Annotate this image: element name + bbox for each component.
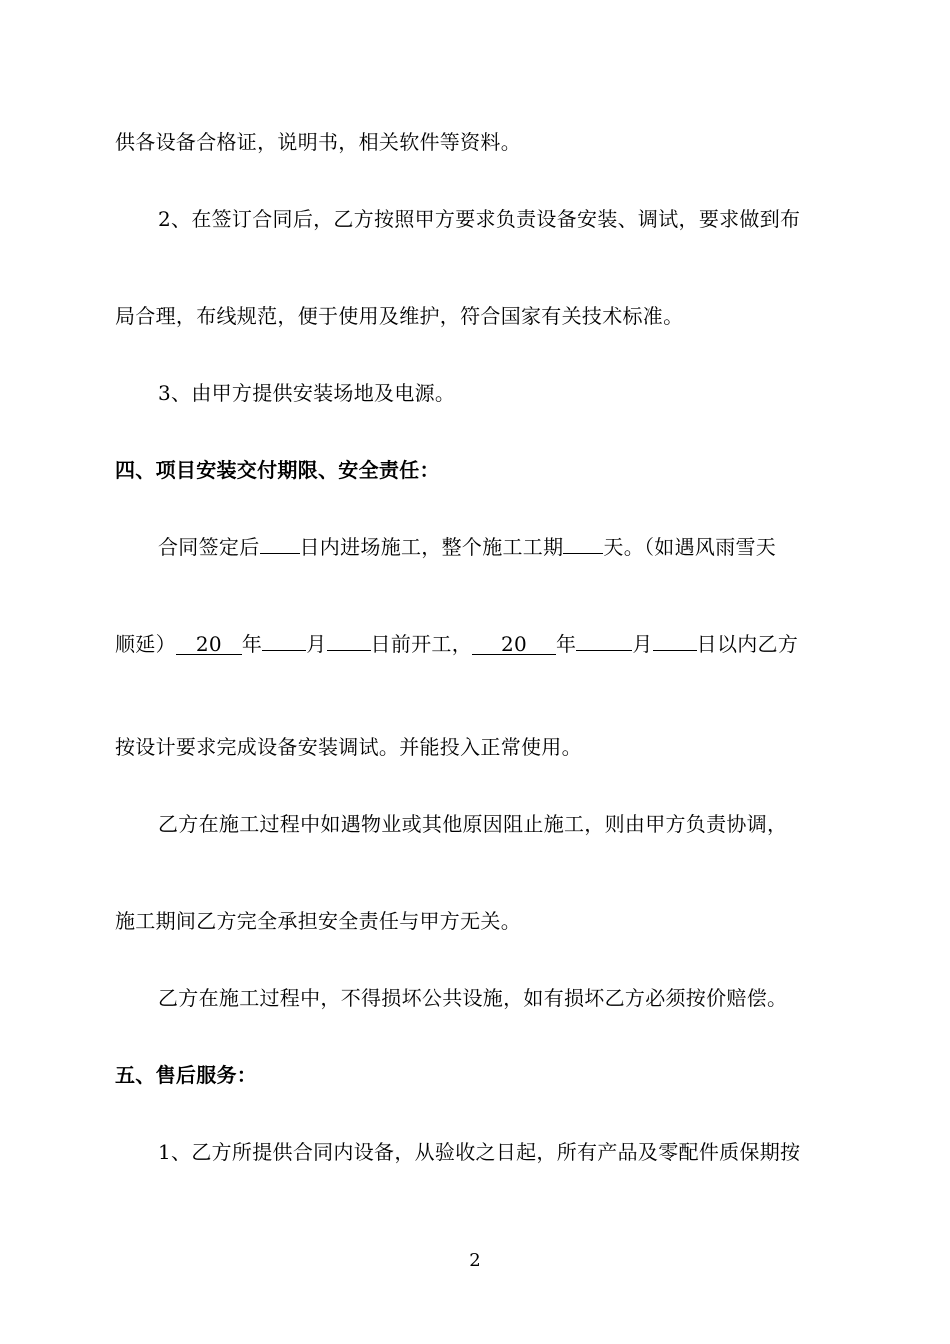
text-segment: 年 xyxy=(556,632,577,656)
section-heading-4: 四、项目安装交付期限、安全责任： xyxy=(115,458,440,482)
text-segment: 日以内乙方 xyxy=(696,632,799,656)
paragraph-line: 供各设备合格证，说明书，相关软件等资料。 xyxy=(115,130,521,154)
text-segment: 年 xyxy=(241,632,263,656)
paragraph-line: 按设计要求完成设备安装调试。并能投入正常使用。 xyxy=(115,735,582,759)
text-segment: 月 xyxy=(306,632,327,656)
text-segment: 日前开工， xyxy=(370,632,473,656)
text-segment: 合同签定后 xyxy=(158,535,260,559)
blank-field-start-year xyxy=(176,634,242,655)
blank-field-end-month xyxy=(576,630,632,651)
paragraph-line: 2、在签订合同后，乙方按照甲方要求负责设备安装、调试，要求做到布 xyxy=(158,207,801,231)
paragraph-line: 3、由甲方提供安装场地及电源。 xyxy=(158,381,456,405)
paragraph-line: 施工期间乙方完全承担安全责任与甲方无关。 xyxy=(115,909,521,933)
paragraph-line xyxy=(115,630,798,658)
paragraph-line xyxy=(158,533,776,561)
paragraph-line: 乙方在施工过程中如遇物业或其他原因阻止施工，则由甲方负责协调， xyxy=(158,812,788,836)
paragraph-line: 乙方在施工过程中，不得损坏公共设施，如有损坏乙方必须按价赔偿。 xyxy=(158,986,788,1010)
blank-field-days-to-start xyxy=(260,533,300,554)
blank-field-end-year xyxy=(472,634,556,655)
text-segment: 月 xyxy=(632,632,653,656)
paragraph-line: 局合理，布线规范，便于使用及维护，符合国家有关技术标准。 xyxy=(115,304,684,328)
year-prefix: 20 xyxy=(501,632,528,656)
text-segment: 顺延） xyxy=(115,632,176,656)
page-number: 2 xyxy=(469,1250,481,1271)
blank-field-start-month xyxy=(262,630,306,651)
blank-field-end-day xyxy=(653,630,697,651)
text-segment: 日内进场施工，整个施工工期 xyxy=(299,535,564,559)
blank-field-start-day xyxy=(327,630,371,651)
section-heading-5: 五、售后服务： xyxy=(115,1063,258,1087)
year-prefix: 20 xyxy=(195,632,222,656)
blank-field-construction-period xyxy=(563,533,603,554)
paragraph-line: 1、乙方所提供合同内设备，从验收之日起，所有产品及零配件质保期按 xyxy=(158,1140,801,1164)
text-segment: 天。（如遇风雨雪天 xyxy=(603,535,777,559)
